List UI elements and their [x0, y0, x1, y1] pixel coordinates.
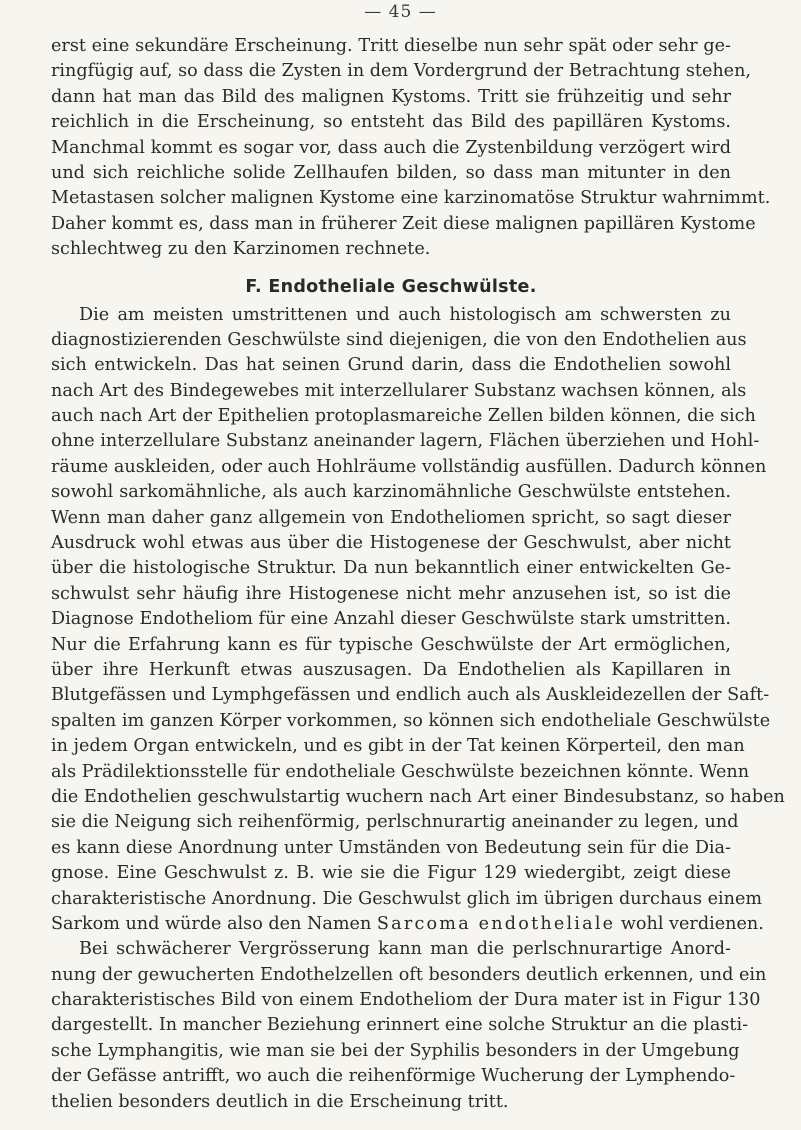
text-line: in jedem Organ entwickeln, und es gibt in der Tat keinen Körperteil, den man: [51, 736, 745, 757]
text-line: über die histologische Struktur. Da nun bekanntlich einer entwickelten Ge-: [51, 558, 731, 579]
text-line: Manchmal kommt es sogar vor, dass auch die Zystenbildung verzögert wird: [51, 137, 731, 158]
text-line: ringfügig auf, so dass die Zysten in dem Vordergrund der Betrachtung stehen,: [51, 61, 752, 82]
text-line: sowohl sarkomähnliche, als auch karzinomähnliche Geschwülste entstehen.: [51, 482, 731, 503]
text-line: Wenn man daher ganz allgemein von Endotheliomen spricht, so sagt dieser: [51, 507, 731, 528]
text-segment: Sarkom und würde also den Namen: [51, 913, 377, 934]
text-line: dargestellt. In mancher Beziehung erinnert eine solche Struktur an die plasti-: [51, 1015, 749, 1036]
text-line: diagnostizierenden Geschwülste sind diejenigen, die von den Endothelien aus: [51, 329, 747, 350]
text-segment: wohl verdienen.: [615, 913, 764, 934]
page-number: — 45 —: [364, 2, 437, 22]
text-line: schwulst sehr häufig ihre Histogenese nicht mehr anzusehen ist, so ist die: [51, 583, 731, 604]
text-line: ohne interzellulare Substanz aneinander lagern, Flächen überziehen und Hohl-: [51, 431, 760, 452]
text-line: Nur die Erfahrung kann es für typische Geschwülste der Art ermöglichen,: [51, 634, 731, 655]
text-line: die Endothelien geschwulstartig wuchern nach Art einer Bindesubstanz, so haben: [51, 786, 785, 807]
text-line: schlechtweg zu den Karzinomen rechnete.: [51, 239, 431, 260]
text-line: Ausdruck wohl etwas aus über die Histogenese der Geschwulst, aber nicht: [51, 533, 731, 554]
paragraph-endothelial-intro: [51, 303, 785, 912]
text-line: Die am meisten umstrittenen und auch histologisch am schwersten zu: [79, 304, 731, 325]
text-line: thelien besonders deutlich in die Erscheinung tritt.: [51, 1091, 509, 1112]
text-line: auch nach Art der Epithelien protoplasmareiche Zellen bilden können, die sich: [51, 406, 756, 427]
text-line: sich entwickeln. Das hat seinen Grund darin, dass die Endothelien sowohl: [51, 355, 731, 376]
text-line: Diagnose Endotheliom für eine Anzahl dieser Geschwülste stark umstritten.: [51, 609, 731, 630]
text-line: gnose. Eine Geschwulst z. B. wie sie die Figur 129 wiedergibt, zeigt diese: [51, 863, 731, 884]
text-line: charakteristische Anordnung. Die Geschwulst glich im übrigen durchaus einem: [51, 888, 763, 909]
text-line: räume auskleiden, oder auch Hohlräume vollständig ausfüllen. Dadurch können: [51, 456, 767, 477]
text-line: charakteristisches Bild von einem Endotheliom der Dura mater ist in Figur 130: [51, 990, 761, 1011]
text-line: über ihre Herkunft etwas auszusagen. Da Endothelien als Kapillaren in: [51, 659, 731, 680]
text-line: Bei schwächerer Vergrösserung kann man die perlschnurartige Anord-: [79, 939, 731, 960]
text-line-sarcoma: [51, 912, 764, 937]
text-line: und sich reichliche solide Zellhaufen bilden, so dass man mitunter in den: [51, 162, 731, 183]
emphasis-term: Sarcoma endotheliale: [376, 913, 616, 934]
text-line: reichlich in die Erscheinung, so entsteht das Bild des papillären Kystoms.: [51, 112, 731, 133]
text-line: als Prädilektionsstelle für endotheliale Geschwülste bezeichnen könnte. Wenn: [51, 761, 750, 782]
text-body: [51, 34, 785, 1115]
section-heading: F. Endotheliale Geschwülste.: [245, 276, 537, 297]
text-line: Metastasen solcher malignen Kystome eine karzinomatöse Struktur wahrnimmt.: [51, 188, 771, 209]
text-line: Daher kommt es, dass man in früherer Zeit diese malignen papillären Kystome: [51, 213, 756, 234]
text-line: Blutgefässen und Lymphgefässen und endlich auch als Auskleidezellen der Saft-: [51, 685, 770, 706]
text-line: der Gefässe antrifft, wo auch die reihenförmige Wucherung der Lymphendo-: [51, 1066, 736, 1087]
text-line: spalten im ganzen Körper vorkommen, so können sich endotheliale Geschwülste: [51, 710, 771, 731]
text-line: es kann diese Anordnung unter Umständen von Bedeutung sein für die Dia-: [51, 837, 731, 858]
paragraph-continuation: [51, 34, 771, 263]
text-line: sche Lymphangitis, wie man sie bei der Syphilis besonders in der Umgebung: [51, 1040, 740, 1061]
text-line: dann hat man das Bild des malignen Kystoms. Tritt sie frühzeitig und sehr: [51, 86, 731, 107]
text-line: nung der gewucherten Endothelzellen oft besonders deutlich erkennen, und ein: [51, 964, 767, 985]
paragraph-dura-mater: [51, 937, 767, 1115]
text-line: sie die Neigung sich reihenförmig, perlschnurartig aneinander zu legen, und: [51, 812, 739, 833]
text-line: erst eine sekundäre Erscheinung. Tritt dieselbe nun sehr spät oder sehr ge-: [51, 36, 731, 56]
text-line: nach Art des Bindegewebes mit interzellularer Substanz wachsen können, als: [51, 380, 747, 401]
